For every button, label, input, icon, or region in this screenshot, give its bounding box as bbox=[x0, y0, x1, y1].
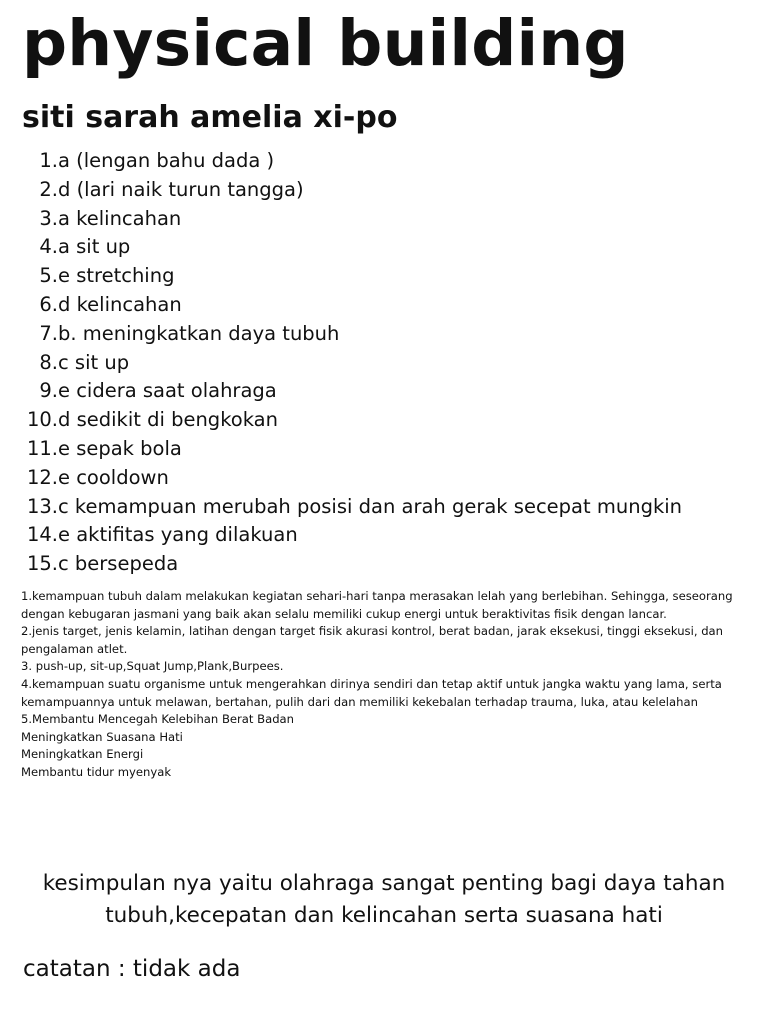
answer-item bbox=[20, 291, 682, 320]
answer-list bbox=[20, 147, 682, 579]
page-title: physical building bbox=[22, 7, 629, 80]
answer-item bbox=[20, 262, 682, 291]
answer-item bbox=[20, 521, 682, 550]
conclusion-line: kesimpulan nya yaitu olahraga sangat penting bagi daya tahan bbox=[42, 871, 726, 896]
answer-text: a (lengan bahu dada ) bbox=[58, 149, 275, 172]
answer-text: d kelincahan bbox=[58, 292, 182, 316]
answer-item bbox=[20, 233, 682, 262]
essay-paragraph: 1.kemampuan tubuh dalam melakukan kegiatan sehari-hari tanpa merasakan lelah yang berlebihan. Sehingga, seseorang dengan kebugaran jasmani yang baik akan selalu memiliki cukup energi untuk beraktivitas fisik dengan lancar. bbox=[21, 589, 733, 621]
answer-item bbox=[20, 147, 682, 176]
answer-number: 7. bbox=[39, 321, 58, 345]
answer-item bbox=[20, 377, 682, 406]
answer-number: 13. bbox=[26, 494, 58, 518]
answer-number: 1. bbox=[39, 149, 58, 172]
essay-answers bbox=[21, 588, 766, 782]
answer-item bbox=[20, 493, 682, 522]
answer-number: 5. bbox=[39, 264, 58, 288]
answer-text: e sepak bola bbox=[58, 436, 182, 460]
answer-item bbox=[20, 320, 682, 349]
student-name: siti sarah amelia xi-po bbox=[22, 100, 398, 135]
conclusion-line: tubuh,kecepatan dan kelincahan serta suasana hati bbox=[105, 903, 663, 928]
answer-item bbox=[20, 176, 682, 205]
essay-paragraph: Meningkatkan Energi bbox=[21, 747, 144, 762]
answer-item bbox=[20, 435, 682, 464]
answer-text: c kemampuan merubah posisi dan arah gerak secepat mungkin bbox=[58, 494, 683, 518]
answer-text: d (lari naik turun tangga) bbox=[58, 177, 304, 201]
answer-item bbox=[20, 406, 682, 435]
answer-text: d sedikit di bengkokan bbox=[58, 408, 278, 432]
note: catatan : tidak ada bbox=[23, 956, 241, 982]
answer-text: e stretching bbox=[58, 264, 175, 288]
answer-number: 12. bbox=[26, 465, 58, 489]
answer-text: e cidera saat olahraga bbox=[58, 379, 277, 403]
answer-item bbox=[20, 464, 682, 493]
answer-text: b. meningkatkan daya tubuh bbox=[58, 321, 340, 345]
answer-text: c bersepeda bbox=[58, 552, 179, 576]
essay-paragraph: 3. push-up, sit-up,Squat Jump,Plank,Burpees. bbox=[21, 659, 284, 674]
essay-paragraph: 5.Membantu Mencegah Kelebihan Berat Badan bbox=[21, 712, 295, 727]
essay-paragraph: 2.jenis target, jenis kelamin, latihan dengan target fisik akurasi kontrol, berat badan, jarak eksekusi, tinggi eksekusi, dan pengalaman atlet. bbox=[21, 624, 724, 656]
answer-number: 14. bbox=[26, 523, 58, 547]
answer-text: a kelincahan bbox=[58, 206, 182, 230]
essay-paragraph: 4.kemampuan suatu organisme untuk mengerahkan dirinya sendiri dan tetap aktif untuk jangka waktu yang lama, serta kemampuannya untuk melawan, bertahan, pulih dari dan memiliki kekebalan terhadap trauma, luka, atau kelelahan bbox=[21, 676, 722, 709]
answer-item bbox=[20, 349, 682, 378]
answer-number: 9. bbox=[39, 379, 58, 403]
conclusion bbox=[0, 868, 768, 932]
answer-item bbox=[20, 205, 682, 234]
answer-number: 15. bbox=[26, 552, 58, 576]
essay-paragraph: Membantu tidur myenyak bbox=[21, 764, 172, 779]
answer-number: 2. bbox=[39, 177, 58, 201]
answer-number: 8. bbox=[39, 350, 58, 374]
answer-text: e cooldown bbox=[58, 465, 169, 489]
answer-number: 11. bbox=[26, 436, 58, 460]
answer-number: 4. bbox=[39, 235, 58, 259]
answer-text: a sit up bbox=[58, 235, 131, 259]
answer-text: c sit up bbox=[58, 350, 130, 374]
answer-text: e aktifitas yang dilakuan bbox=[58, 523, 298, 547]
answer-number: 10. bbox=[26, 408, 58, 432]
essay-paragraph: Meningkatkan Suasana Hati bbox=[21, 729, 183, 744]
answer-number: 6. bbox=[39, 292, 58, 316]
answer-number: 3. bbox=[39, 206, 58, 230]
answer-item bbox=[20, 550, 682, 579]
